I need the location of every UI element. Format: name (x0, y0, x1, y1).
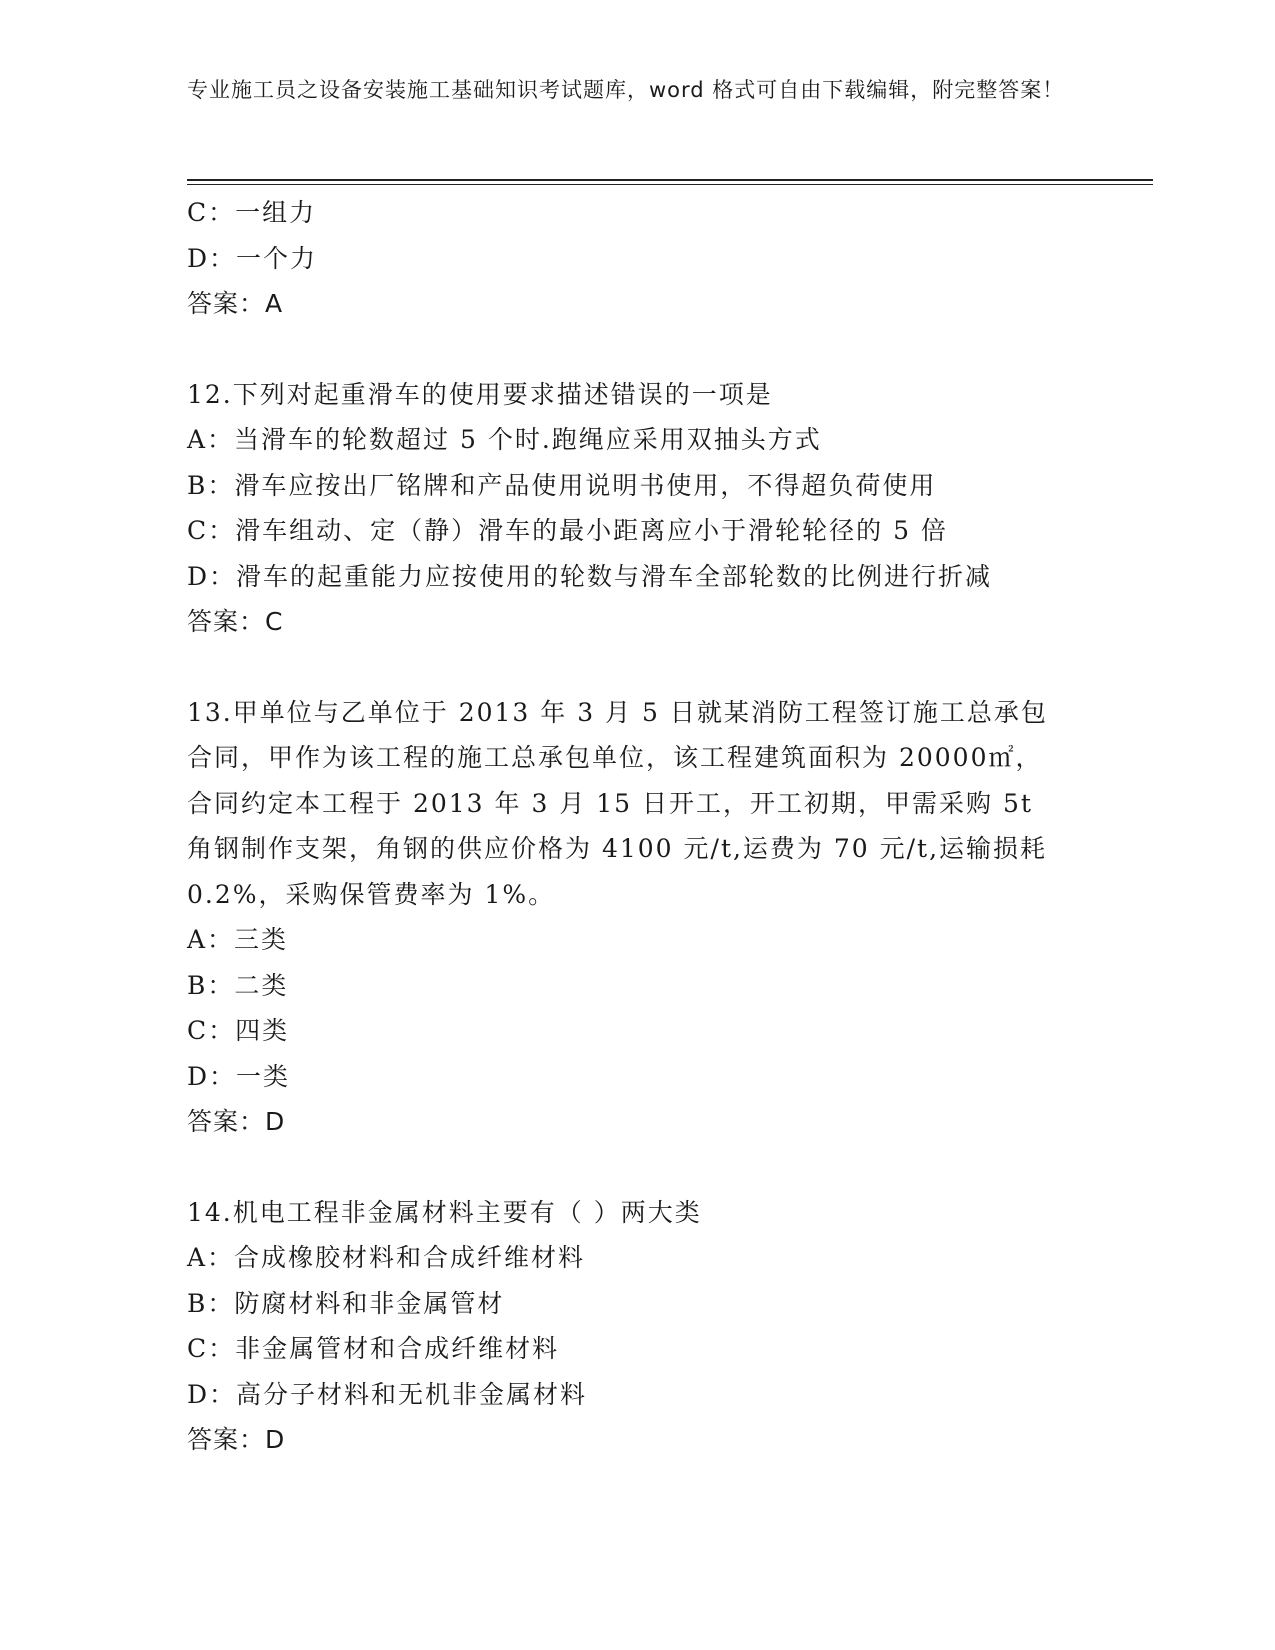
header-rule-thin (187, 184, 1153, 185)
option-c: C：滑车组动、定（静）滑车的最小距离应小于滑轮轮径的 5 倍 (187, 516, 948, 545)
answer: 答案：A (187, 289, 284, 318)
question-14 (187, 1190, 1087, 1463)
question-stem: 12.下列对起重滑车的使用要求描述错误的一项是 (187, 379, 773, 409)
prev-question-tail (187, 190, 1087, 327)
option-d: D：滑车的起重能力应按使用的轮数与滑车全部轮数的比例进行折减 (187, 561, 993, 591)
option-a: A：合成橡胶材料和合成纤维材料 (187, 1243, 586, 1272)
option-b: B：防腐材料和非金属管材 (187, 1288, 505, 1318)
question-12 (187, 372, 1087, 645)
question-stem: 13.甲单位与乙单位于 2013 年 3 月 5 日就某消防工程签订施工总承包合同，甲作为该工程的施工总承包单位，该工程建筑面积为 20000㎡，合同约定本工程于 2013 年 3 月 15 日开工，开工初期，甲需采购 5t 角钢制作支架，角钢的供应价格为 4100 元/t,运费为 70 元/t,运输损耗 0.2%，采购保管费率为 1%。 (187, 697, 1048, 909)
option-c: C：非金属管材和合成纤维材料 (187, 1334, 560, 1363)
option-a: A：三类 (187, 925, 289, 954)
answer: 答案：D (187, 1107, 286, 1136)
option-d: D：一类 (187, 1061, 291, 1091)
option-c: C：四类 (187, 1016, 290, 1045)
option-a: A：当滑车的轮数超过 5 个时.跑绳应采用双抽头方式 (187, 425, 822, 454)
option-d: D：高分子材料和无机非金属材料 (187, 1379, 588, 1409)
answer: 答案：C (187, 607, 284, 636)
answer: 答案：D (187, 1425, 286, 1454)
option-b: B：滑车应按出厂铭牌和产品使用说明书使用，不得超负荷使用 (187, 470, 937, 500)
page-header: 专业施工员之设备安装施工基础知识考试题库，word 格式可自由下载编辑，附完整答案！ (187, 78, 1065, 102)
option-b: B：二类 (187, 970, 289, 1000)
question-13 (187, 690, 1087, 1145)
option-d: D：一个力 (187, 243, 318, 273)
document-body (187, 190, 1087, 1463)
option-c: C：一组力 (187, 198, 317, 227)
question-stem: 14.机电工程非金属材料主要有（ ）两大类 (187, 1197, 702, 1227)
header-rule-thick (187, 179, 1153, 181)
